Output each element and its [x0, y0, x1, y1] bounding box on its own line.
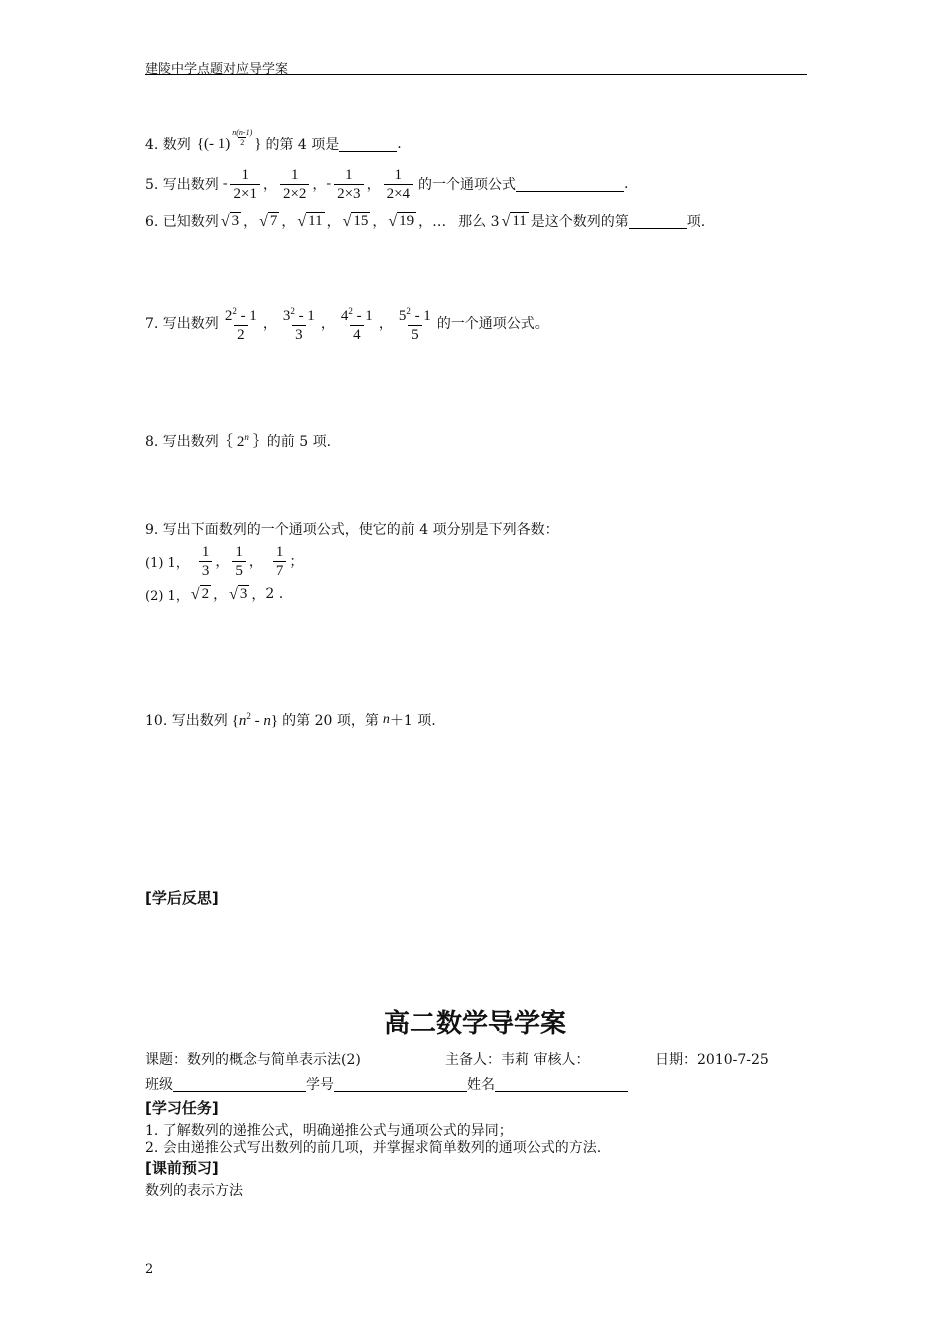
- q6-sep-2: ，: [281, 214, 296, 230]
- q5-term-1: [230, 166, 259, 203]
- q4-label: 4. 数列: [145, 137, 191, 153]
- q10-n3: n: [382, 712, 390, 727]
- q9-p2-root-2: √ 3: [229, 586, 248, 603]
- question-5: [145, 164, 628, 204]
- q8-exp: n: [244, 431, 249, 442]
- q6-root-5-value: 19: [399, 213, 415, 229]
- q6-suffix: 是这个数列的第: [530, 214, 629, 230]
- q9-p2-sep-2: ，: [251, 587, 266, 603]
- q4-exp-num: n(n-1): [232, 127, 253, 137]
- q7-term-1-base: 2: [224, 308, 233, 324]
- q5-term-2-num: 1: [290, 166, 299, 183]
- question-9: [145, 518, 559, 540]
- page-header: 建陵中学点题对应导学案: [145, 62, 289, 77]
- q7-term-1: [222, 302, 260, 344]
- q9-p1-end: ；: [289, 554, 304, 570]
- q7-label: 7. 写出数列: [145, 316, 219, 332]
- q9-p2-label: (2) 1，: [145, 588, 189, 604]
- q6-root-3: √ 11: [297, 213, 323, 230]
- q9-p1-frac-3-den: 7: [273, 561, 287, 580]
- field-class-input[interactable]: [173, 1077, 306, 1092]
- preview-heading: [课前预习]: [145, 1159, 219, 1177]
- q7-term-3-exp: 2: [348, 306, 353, 316]
- q4-suffix: 的第 4 项是: [265, 137, 340, 153]
- q10-n: n: [238, 712, 247, 729]
- q5-term-3-num: 1: [345, 166, 353, 183]
- q7-suffix: 的一个通项公式。: [436, 316, 549, 332]
- q6-root-5: √ 19: [388, 213, 415, 230]
- q6-mid: 那么 3: [458, 214, 500, 230]
- question-8: [145, 430, 331, 452]
- q8-label: 8. 写出数列｛: [145, 434, 233, 450]
- q7-term-1-rest: - 1: [236, 308, 257, 324]
- question-6: [145, 208, 705, 234]
- q10-brace-close: }: [270, 712, 279, 729]
- reflection-heading: [学后反思]: [145, 889, 219, 907]
- question-9-part-2: [145, 582, 283, 606]
- question-10: [145, 708, 436, 732]
- q7-term-3-base: 4: [340, 308, 349, 324]
- q5-term-3: [334, 166, 363, 203]
- field-number-input[interactable]: [334, 1077, 467, 1092]
- task-item-1: 1. 了解数列的递推公式，明确递推公式与通项公式的异同；: [145, 1123, 513, 1139]
- q7-sep-1: ，: [262, 316, 277, 332]
- q10-label: 10. 写出数列: [145, 713, 228, 729]
- question-7: [145, 302, 549, 344]
- q9-p1-frac-2-num: 1: [235, 543, 243, 560]
- q6-sep-1: ，: [243, 214, 258, 230]
- q6-root-target: √ 11: [501, 213, 527, 230]
- q4-answer-blank[interactable]: [339, 137, 397, 152]
- q5-term-1-num: 1: [241, 166, 249, 183]
- field-number-label: 学号: [306, 1077, 334, 1093]
- q5-end: .: [624, 176, 629, 192]
- q7-term-1-exp: 2: [232, 306, 237, 316]
- q9-p1-frac-1: [199, 543, 213, 580]
- q8-base: 2: [236, 433, 245, 450]
- q5-sep-1: ，: [262, 177, 277, 193]
- q5-term-3-den: 2×3: [334, 184, 363, 203]
- field-name-label: 姓名: [467, 1077, 495, 1093]
- q4-exp-den: 2: [240, 137, 245, 147]
- q10-minus: -: [250, 712, 264, 729]
- q7-sep-2: ，: [320, 316, 335, 332]
- q10-tail: ＋1 项.: [389, 713, 436, 729]
- q5-suffix: 的一个通项公式: [418, 177, 517, 193]
- q5-term-4: [384, 166, 413, 203]
- page-number: 2: [145, 1262, 154, 1277]
- q9-p2-root-1-value: 2: [201, 586, 210, 602]
- q5-term-2-den: 2×2: [280, 184, 309, 203]
- meta-topic: 课题：数列的概念与简单表示法(2): [145, 1052, 361, 1068]
- q5-term-1-sign: -: [222, 176, 228, 191]
- q6-root-3-value: 11: [308, 213, 323, 229]
- q4-brace-close: }: [254, 135, 262, 152]
- q5-term-4-den: 2×4: [384, 184, 413, 203]
- q6-root-2-value: 7: [269, 213, 278, 229]
- q9-p1-frac-1-den: 3: [199, 561, 213, 580]
- q6-root-1-value: 3: [231, 213, 240, 229]
- q5-sep-3: ，: [366, 177, 381, 193]
- q5-term-1-den: 2×1: [230, 184, 259, 203]
- q7-term-3-rest: - 1: [352, 308, 373, 324]
- q9-p2-tail: 2 .: [265, 586, 284, 602]
- q6-root-4: √ 15: [342, 213, 369, 230]
- q10-n2: n: [263, 712, 271, 729]
- q5-answer-blank[interactable]: [516, 177, 624, 192]
- q9-p1-frac-2-den: 5: [232, 561, 246, 580]
- q7-sep-3: ，: [378, 316, 393, 332]
- page-title: 高二数学导学案: [383, 1009, 566, 1039]
- q6-ellipsis: ，…: [418, 214, 447, 230]
- q9-p1-frac-3: [273, 543, 287, 580]
- preview-text: 数列的表示方法: [145, 1183, 243, 1199]
- q7-term-4-rest: - 1: [410, 308, 431, 324]
- q5-label: 5. 写出数列: [145, 177, 219, 193]
- q6-sep-4: ，: [372, 214, 387, 230]
- q7-term-3-den: 4: [350, 325, 364, 344]
- q7-term-2-base: 3: [282, 308, 291, 324]
- field-name-input[interactable]: [495, 1077, 628, 1092]
- q9-p1-sep-1: ，: [215, 554, 230, 570]
- q9-p1-frac-3-num: 1: [275, 543, 284, 560]
- q7-term-2-exp: 2: [290, 306, 295, 316]
- q7-term-2: [280, 302, 318, 344]
- q7-term-2-rest: - 1: [294, 308, 315, 324]
- q7-term-4-den: 5: [408, 325, 422, 344]
- q9-p2-root-1: √ 2: [190, 586, 210, 603]
- task-item-2: 2. 会由递推公式写出数列的前几项，并掌握求简单数列的通项公式的方法.: [145, 1140, 602, 1156]
- q7-term-3: [338, 302, 376, 344]
- q5-term-2: [280, 166, 309, 203]
- q7-term-2-den: 3: [292, 325, 306, 344]
- meta-date: 日期：2010-7-25: [655, 1052, 769, 1068]
- q7-term-1-den: 2: [234, 325, 248, 344]
- q7-term-4-exp: 2: [406, 306, 411, 316]
- q9-p1-frac-2: [232, 543, 246, 580]
- question-9-part-1: [145, 540, 303, 582]
- question-4: [145, 128, 402, 160]
- q9-text: 9. 写出下面数列的一个通项公式，使它的前 4 项分别是下列各数：: [145, 522, 559, 538]
- q6-root-1: √ 3: [220, 213, 240, 230]
- q4-brace-open: {: [196, 135, 205, 152]
- field-class-label: 班级: [145, 1077, 173, 1093]
- q6-end: 项.: [686, 214, 706, 230]
- student-fields: [145, 1074, 628, 1094]
- q9-p2-sep-1: ，: [213, 587, 228, 603]
- tasks-heading: [学习任务]: [145, 1099, 219, 1117]
- q10-brace-open: {: [231, 712, 239, 729]
- q8-suffix: ｝的前 5 项.: [252, 434, 332, 450]
- q4-base: (- 1): [204, 135, 231, 152]
- q5-term-3-sign: -: [326, 176, 332, 191]
- q10-exp: 2: [246, 710, 251, 721]
- q5-term-4-num: 1: [394, 166, 403, 183]
- q7-term-4-base: 5: [398, 308, 407, 324]
- q6-root-2: √ 7: [259, 213, 278, 230]
- q6-root-target-value: 11: [512, 213, 527, 229]
- q7-term-4: [396, 302, 434, 344]
- q9-p2-root-2-value: 3: [239, 586, 248, 602]
- q5-sep-2: ，: [312, 177, 327, 193]
- q6-sep-3: ，: [326, 214, 341, 230]
- q9-p1-sep-2: ，: [248, 554, 263, 570]
- q6-label: 6. 已知数列: [145, 214, 219, 230]
- q4-end: .: [397, 136, 402, 152]
- q9-p1-label: (1) 1，: [145, 555, 189, 571]
- q10-mid: 的第 20 项，第: [282, 713, 379, 729]
- q6-root-4-value: 15: [353, 213, 369, 229]
- q9-p1-frac-1-num: 1: [201, 543, 210, 560]
- q6-answer-blank[interactable]: [629, 214, 687, 229]
- header-rule: [145, 74, 807, 75]
- meta-preparer: 主备人：韦莉 审核人：: [445, 1052, 590, 1068]
